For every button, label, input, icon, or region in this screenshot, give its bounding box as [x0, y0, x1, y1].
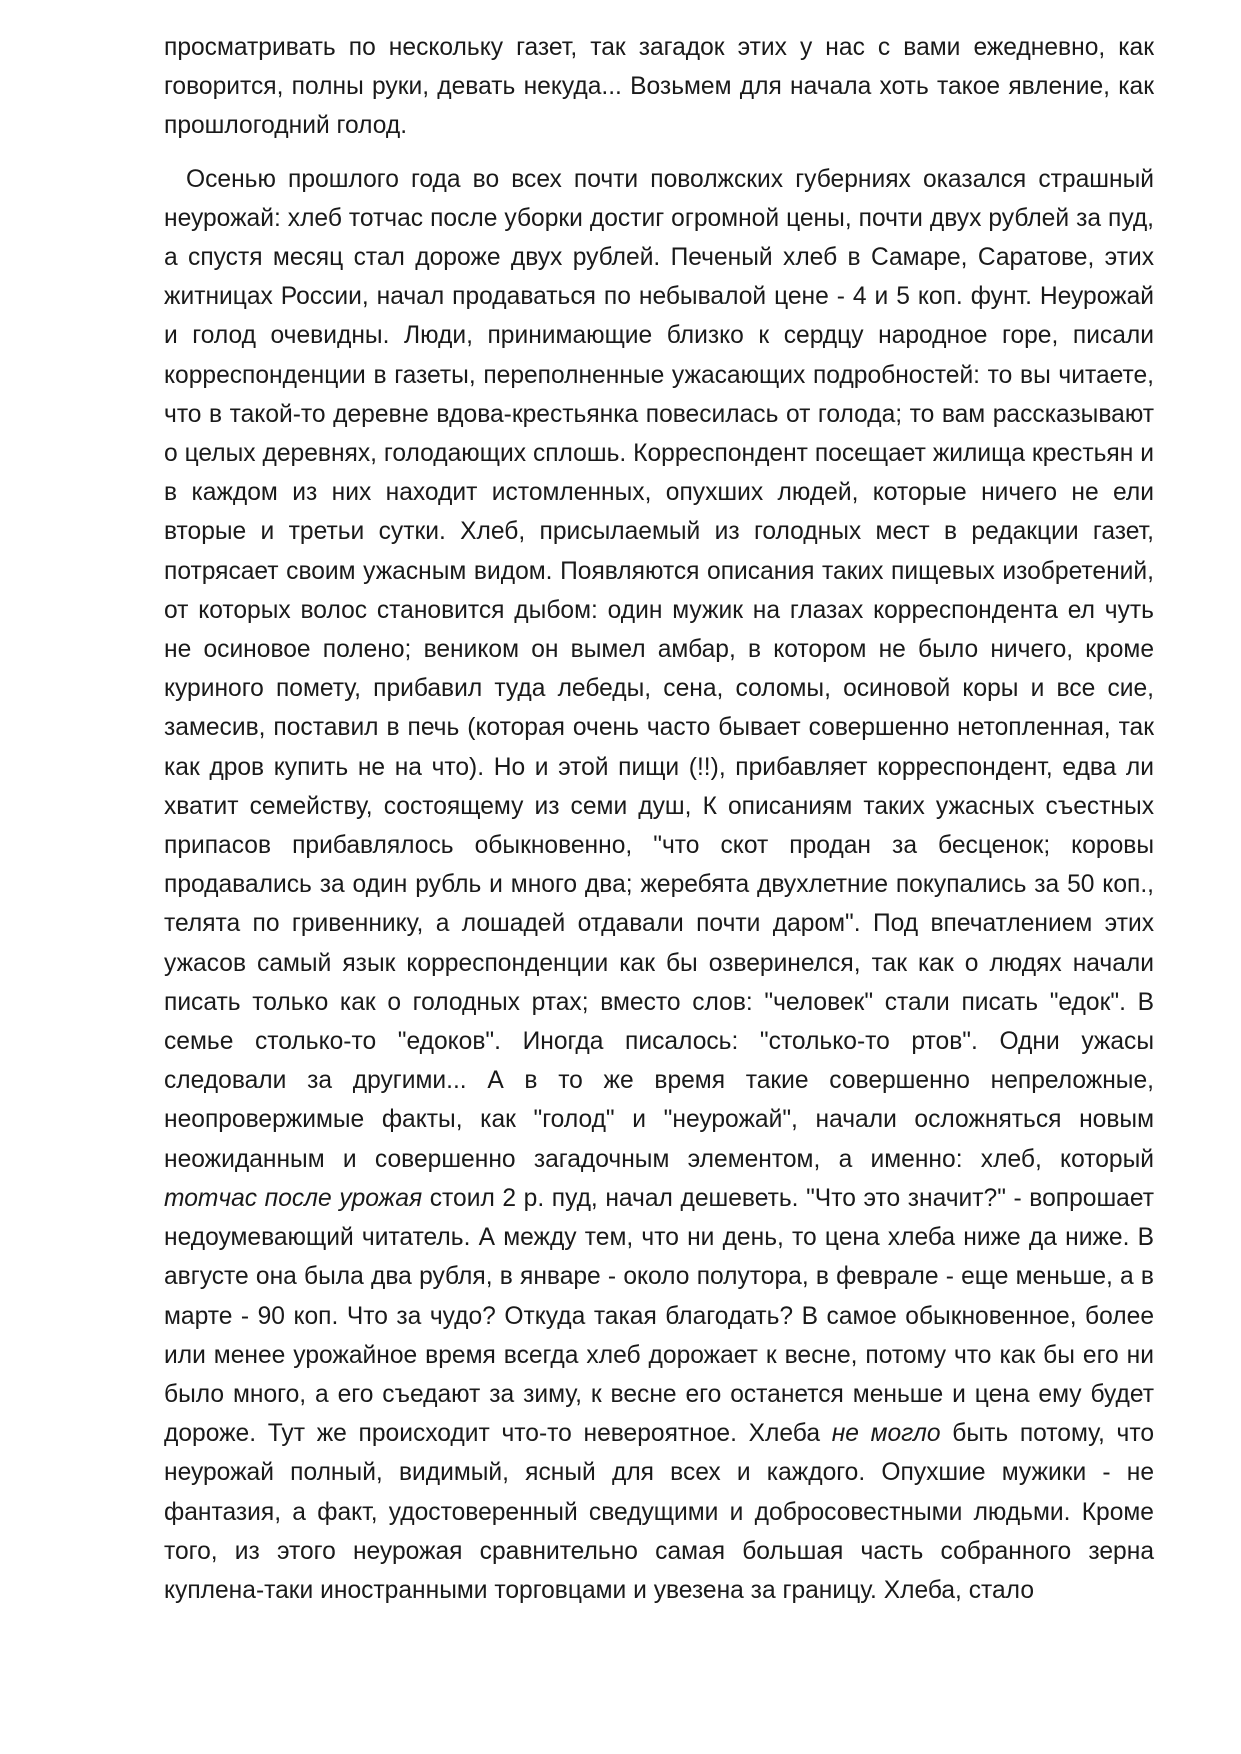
paragraph-2-text-b: стоил 2 р. пуд, начал дешеветь. "Что это значит?" - вопрошает недоумевающий читатель. А между тем, что ни день, то цена хлеба ниже да ниже. В августе она была два рубля, в январе - около полутора, в феврале - еще меньше, а в марте - 90 коп. Что за чудо? Откуда такая благодать? В самое обыкновенное, более или менее урожайное время всегда хлеб дорожает к весне, потому что как бы его ни было много, а его съедают за зиму, к весне его останется меньше и цена ему будет дороже. Тут же происходит что-то невероятное. Хлеба [164, 1184, 1154, 1448]
paragraph-2 [164, 160, 1154, 1611]
paragraph-2-emphasis-a: тотчас после урожая [164, 1184, 423, 1212]
paragraph-2-emphasis-b: не могло [831, 1420, 941, 1448]
document-page [164, 28, 1154, 1610]
paragraph-1 [164, 28, 1154, 146]
paragraph-2-text-a: Осенью прошлого года во всех почти поволжских губерниях оказался страшный неурожай: хлеб тотчас после уборки достиг огромной цены, почти двух рублей за пуд, а спустя месяц стал дороже двух рублей. Печеный хлеб в Самаре, Саратове, этих житницах России, начал продаваться по небывалой цене - 4 и 5 коп. фунт. Неурожай и голод очевидны. Люди, принимающие близко к сердцу народное горе, писали корреспонденции в газеты, переполненные ужасающих подробностей: то вы читаете, что в такой-то деревне вдова-крестьянка повесилась от голода; то вам рассказывают о целых деревнях, голодающих сплошь. Корреспондент посещает жилища крестьян и в каждом из них находит истомленных, опухших людей, которые ничего не ели вторые и третьи сутки. Хлеб, присылаемый из голодных мест в редакции газет, потрясает своим ужасным видом. Появляются описания таких пищевых изобретений, от которых волос становится дыбом: один мужик на глазах корреспондента ел чуть не осиновое полено; веником он вымел амбар, в котором не было ничего, кроме куриного помету, прибавил туда лебеды, сена, соломы, осиновой коры и все сие, замесив, поставил в печь (которая очень часто бывает совершенно нетопленная, так как дров купить не на что). Но и этой пищи (!!), прибавляет корреспондент, едва ли хватит семейству, состоящему из семи душ, К описаниям таких ужасных съестных припасов прибавлялось обыкновенно, "что скот продан за бесценок; коровы продавались за один рубль и много два; жеребята двухлетние покупались за 50 коп., телята по гривеннику, а лошадей отдавали почти даром". Под впечатлением этих ужасов самый язык корреспонденции как бы озверинелся, так как о людях начали писать только как о голодных ртах; вместо слов: "человек" стали писать "едок". В семье столько-то "едоков". Иногда писалось: "столько-то ртов". Одни ужасы следовали за другими... А в то же время такие совершенно непреложные, неопровержимые факты, как "голод" и "неурожай", начали осложняться новым неожиданным и совершенно загадочным элементом, а именно: хлеб, который [164, 165, 1154, 1173]
paragraph-1-text: просматривать по нескольку газет, так загадок этих у нас с вами ежедневно, как говорится, полны руки, девать некуда... Возьмем для начала хоть такое явление, как прошлогодний голод. [164, 34, 1154, 140]
paragraph-2-text-c: быть потому, что неурожай полный, видимый, ясный для всех и каждого. Опухшие мужики - не фантазия, а факт, удостоверенный сведущими и добросовестными людьми. Кроме того, из этого неурожая сравнительно самая большая часть собранного зерна куплена-таки иностранными торговцами и увезена за границу. Хлеба, стало [164, 1420, 1155, 1604]
